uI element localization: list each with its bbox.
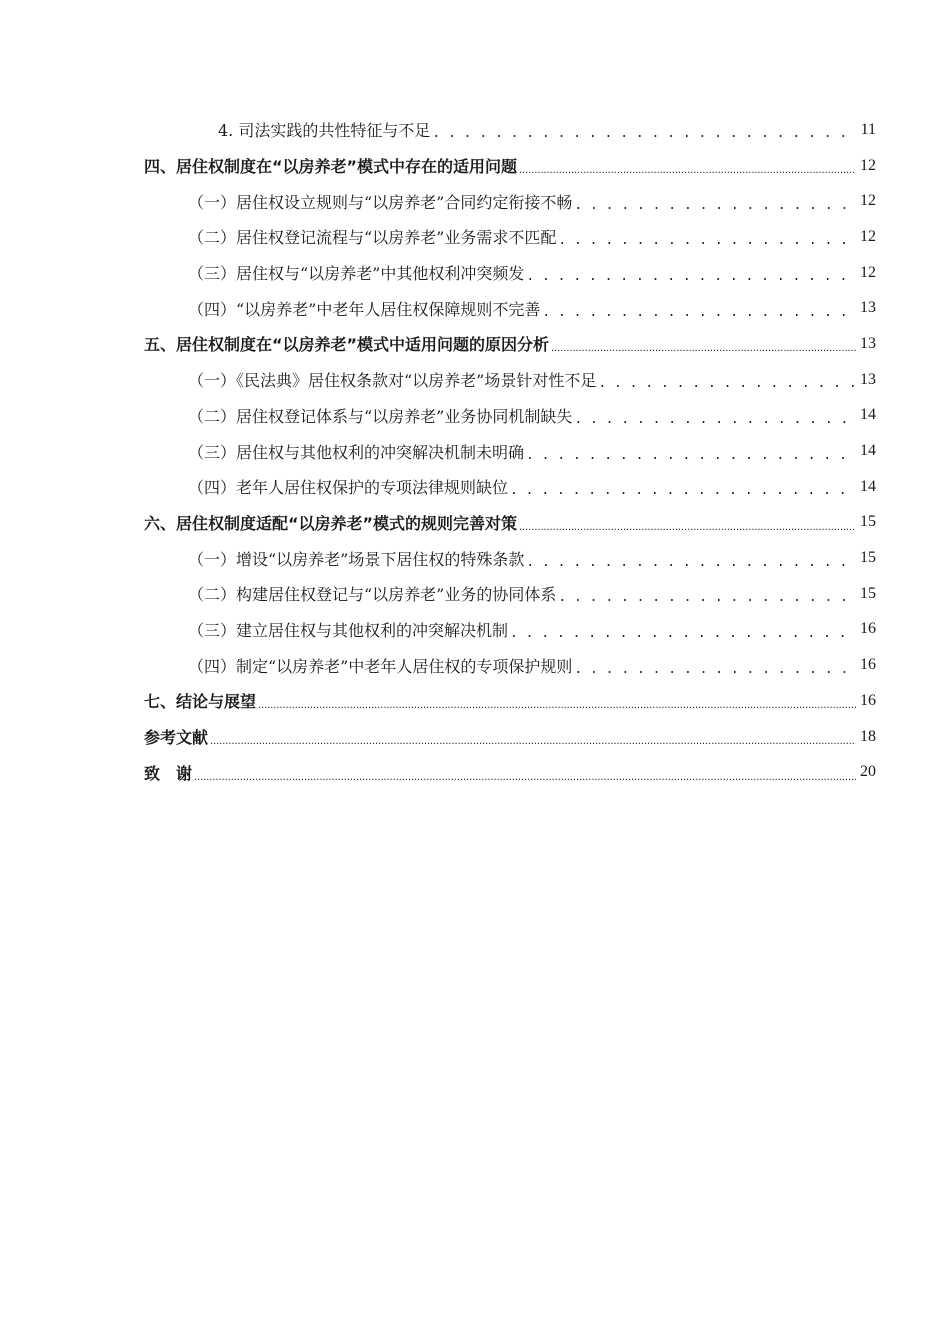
toc-entry-page: 20 bbox=[860, 763, 876, 781]
dot-leader bbox=[432, 122, 856, 141]
toc-entry-label: 致 谢 bbox=[144, 763, 193, 783]
toc-entry-page: 16 bbox=[860, 656, 876, 674]
toc-entry[interactable] bbox=[0, 576, 950, 612]
toc-entry-page: 12 bbox=[860, 156, 876, 174]
dot-leader bbox=[526, 551, 856, 570]
dot-leader bbox=[526, 444, 856, 463]
toc-entry-page: 12 bbox=[860, 227, 876, 245]
dot-leader bbox=[558, 229, 856, 248]
toc-entry-label: 参考文献 bbox=[144, 728, 209, 748]
toc-entry-label: （四）老年人居住权保护的专项法律规则缺位 bbox=[188, 478, 509, 498]
dot-leader bbox=[526, 265, 856, 284]
toc-entry-page: 18 bbox=[860, 727, 876, 745]
toc-entry[interactable] bbox=[0, 469, 950, 505]
toc-entry[interactable] bbox=[0, 540, 950, 576]
dot-leader bbox=[194, 765, 856, 784]
toc-entry-page: 14 bbox=[860, 442, 876, 460]
toc-entry[interactable] bbox=[0, 255, 950, 291]
toc-entry-page: 13 bbox=[860, 299, 876, 317]
toc-entry-label: （二）构建居住权登记与“以房养老”业务的协同体系 bbox=[188, 585, 557, 605]
toc-entry-label: （四）“以房养老”中老年人居住权保障规则不完善 bbox=[188, 299, 541, 319]
toc-entry[interactable] bbox=[0, 433, 950, 469]
toc-entry-page: 15 bbox=[860, 549, 876, 567]
toc-entry-label: （一）居住权设立规则与“以房养老”合同约定衔接不畅 bbox=[188, 192, 573, 212]
dot-leader bbox=[574, 408, 856, 427]
toc-entry[interactable] bbox=[0, 754, 950, 790]
toc-entry[interactable] bbox=[0, 290, 950, 326]
toc-entry-page: 16 bbox=[860, 620, 876, 638]
toc-entry-label: （二）居住权登记体系与“以房养老”业务协同机制缺失 bbox=[188, 406, 573, 426]
toc-entry-page: 13 bbox=[860, 334, 876, 352]
dot-leader bbox=[210, 729, 856, 748]
toc-entry[interactable] bbox=[0, 505, 950, 541]
dot-leader bbox=[574, 194, 856, 213]
toc-entry-label: 4. 司法实践的共性特征与不足 bbox=[218, 121, 431, 141]
toc-entry-label: 七、结论与展望 bbox=[144, 692, 257, 712]
toc-entry-label: 四、居住权制度在“以房养老”模式中存在的适用问题 bbox=[144, 157, 518, 177]
toc-entry-label: 五、居住权制度在“以房养老”模式中适用问题的原因分析 bbox=[144, 335, 550, 355]
toc-entry[interactable] bbox=[0, 647, 950, 683]
toc-entry[interactable] bbox=[0, 612, 950, 648]
table-of-contents bbox=[0, 112, 950, 790]
toc-entry-page: 12 bbox=[860, 263, 876, 281]
toc-entry-label: （三）建立居住权与其他权利的冲突解决机制 bbox=[188, 620, 509, 640]
toc-entry-label: （三）居住权与“以房养老”中其他权利冲突频发 bbox=[188, 264, 525, 284]
toc-entry[interactable] bbox=[0, 719, 950, 755]
dot-leader bbox=[551, 336, 856, 355]
toc-entry-label: （二）居住权登记流程与“以房养老”业务需求不匹配 bbox=[188, 228, 557, 248]
dot-leader bbox=[542, 301, 856, 320]
toc-entry-page: 15 bbox=[860, 584, 876, 602]
toc-entry[interactable] bbox=[0, 183, 950, 219]
toc-entry-page: 15 bbox=[860, 513, 876, 531]
toc-entry[interactable] bbox=[0, 362, 950, 398]
dot-leader bbox=[258, 693, 856, 712]
dot-leader bbox=[558, 586, 856, 605]
dot-leader bbox=[519, 158, 856, 177]
toc-entry-page: 14 bbox=[860, 406, 876, 424]
toc-entry[interactable] bbox=[0, 683, 950, 719]
toc-entry-page: 14 bbox=[860, 477, 876, 495]
toc-entry-label: 六、居住权制度适配“以房养老”模式的规则完善对策 bbox=[144, 513, 518, 533]
toc-entry[interactable] bbox=[0, 219, 950, 255]
toc-entry-page: 12 bbox=[860, 192, 876, 210]
toc-entry-page: 11 bbox=[860, 120, 876, 138]
toc-entry[interactable] bbox=[0, 326, 950, 362]
toc-entry-page: 16 bbox=[860, 691, 876, 709]
toc-entry-label: （三）居住权与其他权利的冲突解决机制未明确 bbox=[188, 442, 525, 462]
toc-entry-page: 13 bbox=[860, 370, 876, 388]
dot-leader bbox=[598, 372, 856, 391]
dot-leader bbox=[574, 658, 856, 677]
dot-leader bbox=[510, 622, 856, 641]
toc-entry-label: （四）制定“以房养老”中老年人居住权的专项保护规则 bbox=[188, 656, 573, 676]
toc-entry[interactable] bbox=[0, 112, 950, 148]
toc-entry-label: （一）增设“以房养老”场景下居住权的特殊条款 bbox=[188, 549, 525, 569]
dot-leader bbox=[519, 515, 856, 534]
toc-entry[interactable] bbox=[0, 398, 950, 434]
toc-entry-label: （一）《民法典》居住权条款对“以房养老”场景针对性不足 bbox=[188, 371, 597, 391]
toc-entry[interactable] bbox=[0, 148, 950, 184]
dot-leader bbox=[510, 479, 856, 498]
